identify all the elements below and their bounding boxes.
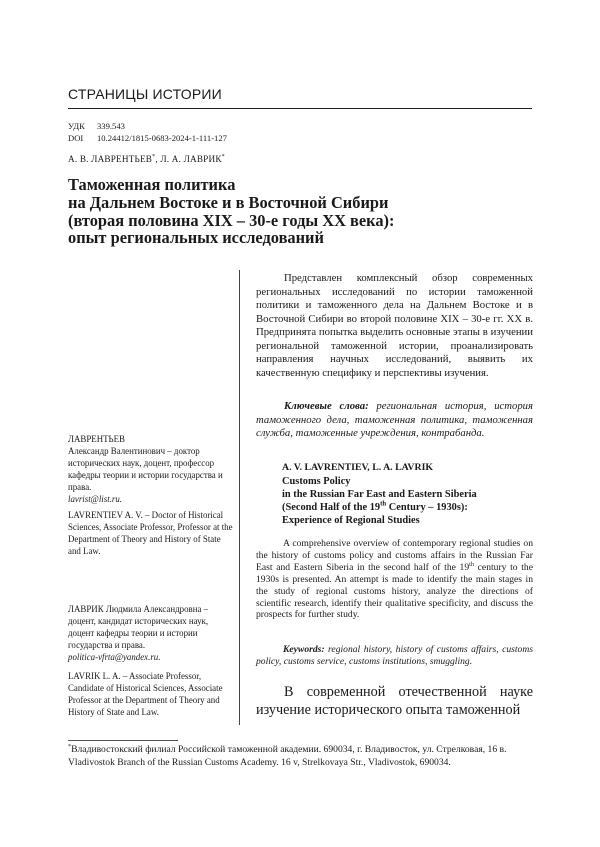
- en-title-line: in the Russian Far East and Eastern Siberia: [282, 489, 477, 500]
- keywords-ru-text: региональная история, история таможенного дела, таможенная политика, таможенная служба, таможенные учреждения, контрабанда.: [256, 400, 533, 439]
- author2-mark[interactable]: *: [221, 153, 225, 160]
- body-paragraph: В современной отечественной науке изучение исторического опыта таможенной: [256, 684, 533, 718]
- article-title: [68, 176, 508, 247]
- body-text: [256, 683, 533, 719]
- header-rule: [68, 108, 532, 109]
- keywords-en-text: regional history, history of customs affairs, customs policy, customs service, customs institutions, smuggling.: [256, 644, 533, 667]
- authors-sep: ,: [155, 154, 161, 164]
- footnote-ru: [68, 743, 532, 756]
- author2-en-name: LAVRIK L. A.: [68, 671, 121, 681]
- article-meta: [68, 120, 227, 144]
- title-line: на Дальнем Востоке и в Восточной Сибири: [68, 192, 389, 212]
- abstract-ru-text: Представлен комплексный обзор современных региональных исследований по истории таможенной политики и таможенного дела на Дальнем Востоке и в Восточной Сибири во второй половине XIX – 30-е гг. XX в. Предпринята попытка выделить основные этапы в изучении региональной таможенной истории, проанализировать направления научных исследований, выявить их качественную специфику и перспективы изучения.: [256, 272, 533, 379]
- author1-en-name: LAVRENTIEV A. V.: [68, 510, 143, 520]
- abstract-en-sup: th: [469, 560, 474, 568]
- doi-line: [68, 132, 227, 144]
- en-title: [282, 475, 542, 527]
- keywords-ru: [256, 400, 533, 441]
- title-line: (вторая половина XIX – 30-е годы XX века):: [68, 210, 395, 230]
- footnote-en: Vladivostok Branch of the Russian Customs Academy. 16 v, Strelkovaya Str., Vladivostok, 690034.: [68, 757, 451, 769]
- abstract-en-post: century to the 1930s is presented. An attempt is made to identify the main stages in the study of regional customs history, analyze the directions of scientific research, identify their qualitative specificity, and discuss the prospects for further study.: [256, 561, 533, 621]
- en-title-line: Customs Policy: [282, 476, 351, 487]
- en-title-line3-post: Century – 1930s):: [386, 502, 468, 513]
- author1-info-ru: [68, 434, 233, 505]
- authors-line: [68, 154, 225, 164]
- udk-label: УДК: [68, 121, 85, 131]
- udk-value: 339.543: [97, 121, 125, 131]
- author1-info-en: [68, 510, 233, 558]
- author2-ru-line: [68, 604, 233, 652]
- footnote: [68, 743, 532, 770]
- author1-email[interactable]: lavrist@list.ru.: [68, 493, 123, 504]
- author2-surname: ЛАВРИК: [68, 604, 104, 614]
- title-line: опыт региональных исследований: [68, 228, 324, 248]
- en-title-line: [282, 501, 542, 514]
- footnote-mark: *: [68, 742, 72, 750]
- abstract-en: [256, 538, 533, 621]
- en-title-line3-pre: (Second Half of the 19: [282, 502, 381, 513]
- column-divider: [239, 270, 240, 725]
- author2-name: Л. А. ЛАВРИК: [160, 154, 222, 164]
- doi-value[interactable]: 10.24412/1815-0683-2024-1-111-127: [97, 133, 227, 143]
- section-header: СТРАНИЦЫ ИСТОРИИ: [68, 86, 222, 102]
- author1-mark[interactable]: *: [152, 153, 156, 160]
- abstract-en-pre: A comprehensive overview of contemporary regional studies on the history of customs policy and customs affairs in the Russian Far East and Eastern Siberia in the second half of the 19: [256, 538, 533, 573]
- abstract-ru: [256, 272, 533, 380]
- doi-label: DOI: [68, 133, 84, 143]
- author1-en-details: – Doctor of Historical Sciences, Associate Professor, Professor at the Department of Theory and History of State and Law.: [68, 510, 233, 556]
- keywords-en-label: Keywords:: [283, 644, 325, 655]
- author1-name: А. В. ЛАВРЕНТЬЕВ: [68, 154, 153, 164]
- author1-details: Александр Валентинович – доктор исторических наук, доцент, профессор кафедры теории и истории государства и права.: [68, 445, 223, 492]
- keywords-ru-label: Ключевые слова:: [284, 400, 369, 412]
- title-line: Таможенная политика: [68, 175, 236, 194]
- footnote-rule: [68, 740, 178, 741]
- keywords-en: [256, 644, 533, 668]
- author1-surname: ЛАВРЕНТЬЕВ: [68, 434, 125, 444]
- abstract-en-text: [256, 538, 533, 621]
- author2-en-details: – Associate Professor, Candidate of Historical Sciences, Associate Professor at the Department of Theory and History of State and Law.: [68, 671, 223, 717]
- author2-info-en: [68, 671, 233, 719]
- footnote-ru-text: Владивостокский филиал Российской таможенной академии. 690034, г. Владивосток, ул. Стрелковая, 16 в.: [71, 744, 507, 755]
- en-title-line: Experience of Regional Studies: [282, 515, 420, 526]
- en-authors: A. V. LAVRENTIEV, L. A. LAVRIK: [282, 462, 433, 473]
- author2-info-ru: [68, 604, 233, 664]
- author2-email[interactable]: politica-vfrta@yandex.ru.: [68, 651, 161, 662]
- udk-line: [68, 120, 227, 132]
- author2-details: Людмила Александровна – доцент, кандидат исторических наук, доцент кафедры теории и истории государства и права.: [68, 604, 209, 650]
- en-title-sup: th: [380, 500, 387, 508]
